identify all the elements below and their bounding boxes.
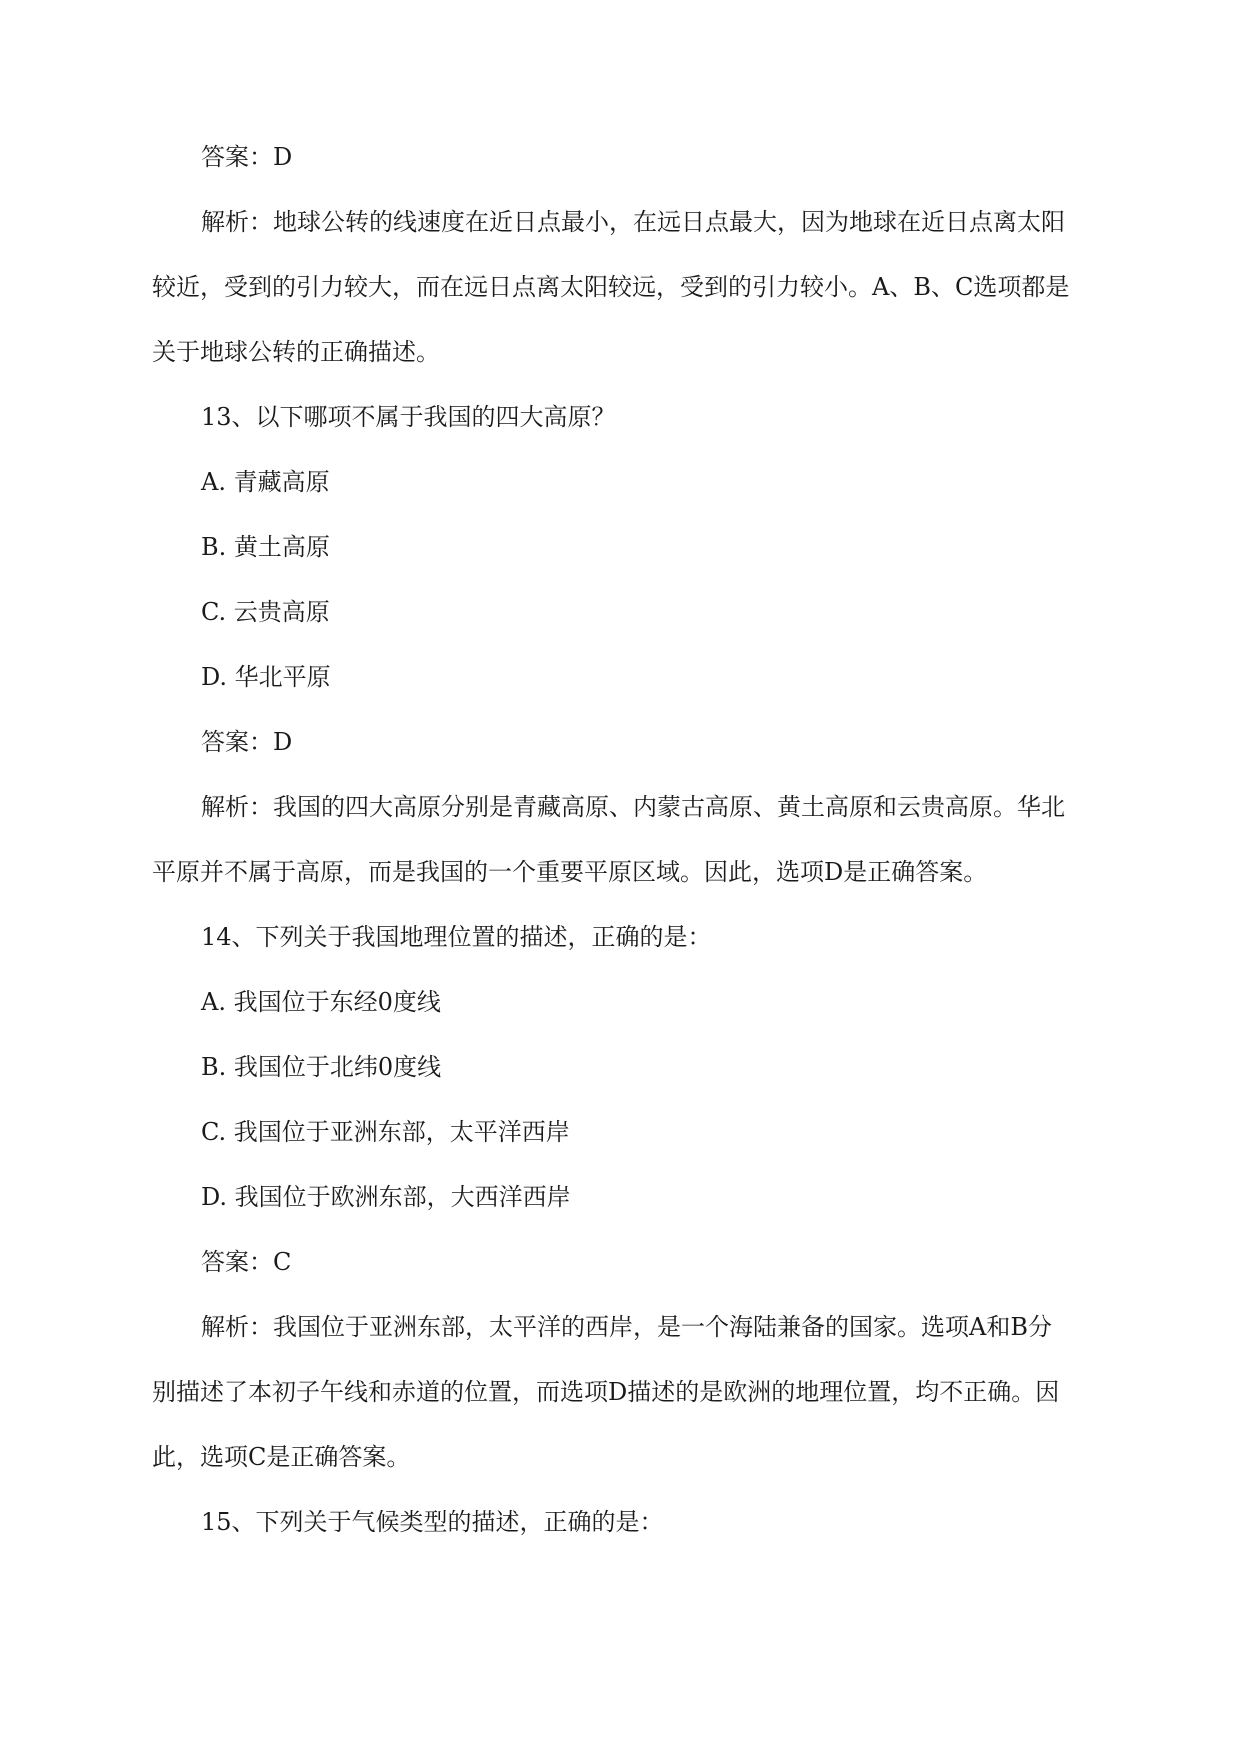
q12-explanation-line-1: 解析：地球公转的线速度在近日点最小，在远日点最大，因为地球在近日点离太阳 bbox=[201, 208, 1065, 236]
q14-explanation-line-1: 解析：我国位于亚洲东部，太平洋的西岸，是一个海陆兼备的国家。选项A和B分 bbox=[201, 1313, 1052, 1341]
q12-explanation bbox=[152, 207, 1096, 402]
q13-explanation bbox=[152, 792, 1096, 922]
q14-option-c: C. 我国位于亚洲东部，太平洋西岸 bbox=[201, 1118, 570, 1146]
q13-question: 13、以下哪项不属于我国的四大高原？ bbox=[201, 403, 616, 431]
q14-question: 14、下列关于我国地理位置的描述，正确的是： bbox=[201, 923, 712, 951]
q14-explanation-line-3: 此，选项C是正确答案。 bbox=[152, 1443, 411, 1471]
q12-explanation-line-2: 较近，受到的引力较大，而在远日点离太阳较远，受到的引力较小。A、B、C选项都是 bbox=[152, 273, 1070, 301]
q13-answer: 答案：D bbox=[201, 728, 293, 756]
q13-explanation-line-1: 解析：我国的四大高原分别是青藏高原、内蒙古高原、黄土高原和云贵高原。华北 bbox=[201, 793, 1065, 821]
q13-option-a: A. 青藏高原 bbox=[201, 468, 330, 496]
q13-option-d: D. 华北平原 bbox=[201, 663, 331, 691]
q13-explanation-line-2: 平原并不属于高原，而是我国的一个重要平原区域。因此，选项D是正确答案。 bbox=[152, 858, 988, 886]
q13-option-b: B. 黄土高原 bbox=[201, 533, 330, 561]
q14-answer: 答案：C bbox=[201, 1248, 292, 1276]
q12-explanation-line-3: 关于地球公转的正确描述。 bbox=[152, 338, 440, 366]
q14-option-d: D. 我国位于欧洲东部，大西洋西岸 bbox=[201, 1183, 571, 1211]
document-page bbox=[152, 142, 1096, 1572]
q14-option-a: A. 我国位于东经0度线 bbox=[201, 988, 441, 1016]
q13-option-c: C. 云贵高原 bbox=[201, 598, 330, 626]
q12-answer: 答案：D bbox=[201, 143, 293, 171]
q14-explanation bbox=[152, 1312, 1096, 1507]
q15-question: 15、下列关于气候类型的描述，正确的是： bbox=[201, 1508, 664, 1536]
q14-explanation-line-2: 别描述了本初子午线和赤道的位置，而选项D描述的是欧洲的地理位置，均不正确。因 bbox=[152, 1378, 1060, 1406]
q14-option-b: B. 我国位于北纬0度线 bbox=[201, 1053, 442, 1081]
